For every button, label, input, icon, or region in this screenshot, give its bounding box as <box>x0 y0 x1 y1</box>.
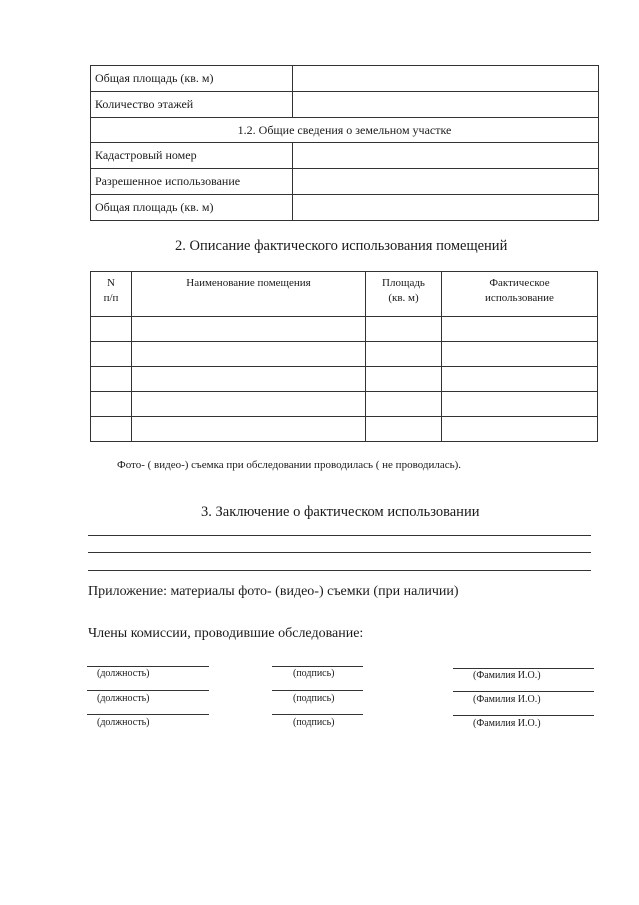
name-caption: (Фамилия И.О.) <box>473 694 541 705</box>
column-header-actual-use-line2: использование <box>485 292 554 304</box>
column-header-room-name <box>132 272 366 317</box>
table-row <box>91 317 598 342</box>
table-row <box>91 342 598 367</box>
signature-line <box>87 690 209 691</box>
floors-value <box>293 92 599 118</box>
conclusion-line-3 <box>88 570 591 571</box>
column-header-actual-use <box>442 272 598 317</box>
total-area-value <box>293 66 599 92</box>
land-section-heading: 1.2. Общие сведения о земельном участке <box>91 118 599 143</box>
signature-caption: (подпись) <box>293 693 335 704</box>
table-row <box>91 367 598 392</box>
position-caption: (должность) <box>97 717 150 728</box>
column-header-number <box>91 272 132 317</box>
cadastral-number-label: Кадастровый номер <box>91 143 293 169</box>
section2-title: 2. Описание фактического использования помещений <box>175 238 508 254</box>
column-header-area-line1: Площадь <box>382 277 425 289</box>
table-row <box>91 143 599 169</box>
table-row <box>91 92 599 118</box>
rooms-usage-table <box>90 271 598 442</box>
signature-line <box>453 691 594 692</box>
building-land-info-table <box>90 65 599 221</box>
name-caption: (Фамилия И.О.) <box>473 718 541 729</box>
commission-title: Члены комиссии, проводившие обследование: <box>88 626 364 641</box>
permitted-use-value <box>293 169 599 195</box>
signature-line <box>87 714 209 715</box>
conclusion-line-2 <box>88 552 591 553</box>
column-header-number-line1: N <box>107 277 115 289</box>
signature-line <box>453 715 594 716</box>
conclusion-line-1 <box>88 535 591 536</box>
position-caption: (должность) <box>97 693 150 704</box>
section3-title: 3. Заключение о фактическом использовании <box>201 504 480 520</box>
signature-line <box>272 714 363 715</box>
permitted-use-label: Разрешенное использование <box>91 169 293 195</box>
column-header-number-line2: п/п <box>103 292 119 304</box>
position-caption: (должность) <box>97 668 150 679</box>
signature-line <box>87 666 209 667</box>
table-row <box>91 195 599 221</box>
cadastral-number-value <box>293 143 599 169</box>
signature-caption: (подпись) <box>293 668 335 679</box>
land-area-value <box>293 195 599 221</box>
column-header-actual-use-line1: Фактическое <box>489 277 550 289</box>
land-area-label: Общая площадь (кв. м) <box>91 195 293 221</box>
signature-line <box>453 668 594 669</box>
signature-line <box>272 690 363 691</box>
appendix-text: Приложение: материалы фото- (видео-) съемки (при наличии) <box>88 584 459 599</box>
column-header-room-name-text: Наименование помещения <box>186 277 311 289</box>
table-row <box>91 169 599 195</box>
column-header-area-line2: (кв. м) <box>388 292 419 304</box>
table-row <box>91 118 599 143</box>
photo-video-note: Фото- ( видео-) съемка при обследовании проводилась ( не проводилась). <box>117 459 462 471</box>
table-row <box>91 392 598 417</box>
table-row <box>91 417 598 442</box>
floors-label: Количество этажей <box>91 92 293 118</box>
column-header-area <box>366 272 442 317</box>
name-caption: (Фамилия И.О.) <box>473 670 541 681</box>
signature-caption: (подпись) <box>293 717 335 728</box>
table-row <box>91 66 599 92</box>
total-area-label: Общая площадь (кв. м) <box>91 66 293 92</box>
signature-line <box>272 666 363 667</box>
table-header-row <box>91 272 598 317</box>
